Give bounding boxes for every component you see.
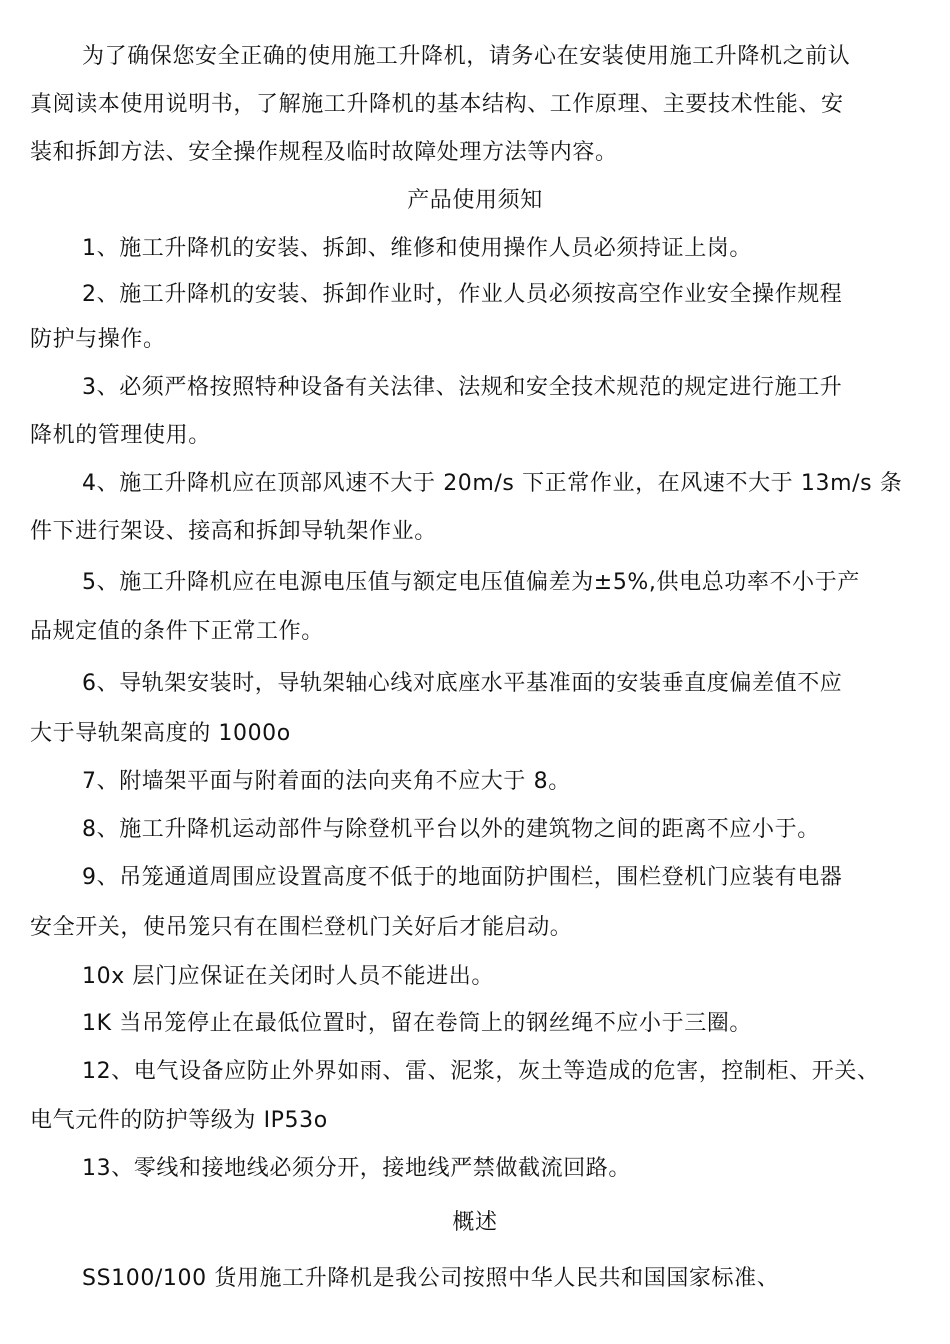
notice-item-cont: 件下进行架设、接高和拆卸导轨架作业。 [30,519,437,544]
notice-item-cont: 防护与操作。 [30,327,166,352]
notice-item: 4、施工升降机应在顶部风速不大于 20m/s 下正常作业，在风速不大于 13m/s 条 [82,471,903,496]
notice-item: 10x 层门应保证在关闭时人员不能进出。 [82,964,495,989]
notice-item-cont: 电气元件的防护等级为 IP53o [30,1108,328,1133]
notice-item-cont: 品规定值的条件下正常工作。 [30,619,324,644]
notice-item: 3、必须严格按照特种设备有关法律、法规和安全技术规范的规定进行施工升 [82,375,843,400]
notice-item: 8、施工升降机运动部件与除登机平台以外的建筑物之间的距离不应小于。 [82,817,820,842]
notice-item: 5、施工升降机应在电源电压值与额定电压值偏差为±5%,供电总功率不小于产 [82,570,860,595]
notice-item: 6、导轨架安装时，导轨架轴心线对底座水平基准面的安装垂直度偏差值不应 [82,671,843,696]
notice-item: 13、零线和接地线必须分开，接地线严禁做截流回路。 [82,1156,631,1181]
notice-item-cont: 安全开关，使吊笼只有在围栏登机门关好后才能启动。 [30,915,573,940]
notice-item: 1、施工升降机的安装、拆卸、维修和使用操作人员必须持证上岗。 [82,236,752,261]
overview-heading: 概述 [452,1210,498,1235]
notice-item: 1K 当吊笼停止在最低位置时，留在卷筒上的钢丝绳不应小于三圈。 [82,1011,753,1036]
notice-item: 2、施工升降机的安装、拆卸作业时，作业人员必须按高空作业安全操作规程 [82,282,843,307]
intro-line-1: 为了确保您安全正确的使用施工升降机，请务心在安装使用施工升降机之前认 [82,44,851,69]
notice-item: 7、附墙架平面与附着面的法向夹角不应大于 8。 [82,769,571,794]
notice-item: 9、吊笼通道周围应设置高度不低于的地面防护围栏，围栏登机门应装有电器 [82,865,843,890]
notice-item: 12、电气设备应防止外界如雨、雷、泥浆，灰土等造成的危害，控制柜、开关、 [82,1059,880,1084]
overview-line: SS100/100 货用施工升降机是我公司按照中华人民共和国国家标准、 [82,1266,780,1291]
notice-item-cont: 降机的管理使用。 [30,423,211,448]
intro-line-3: 装和拆卸方法、安全操作规程及临时故障处理方法等内容。 [30,140,618,165]
notice-item-cont: 大于导轨架高度的 1000o [30,721,291,746]
notice-heading: 产品使用须知 [407,188,543,213]
intro-line-2: 真阅读本使用说明书，了解施工升降机的基本结构、工作原理、主要技术性能、安 [30,92,844,117]
